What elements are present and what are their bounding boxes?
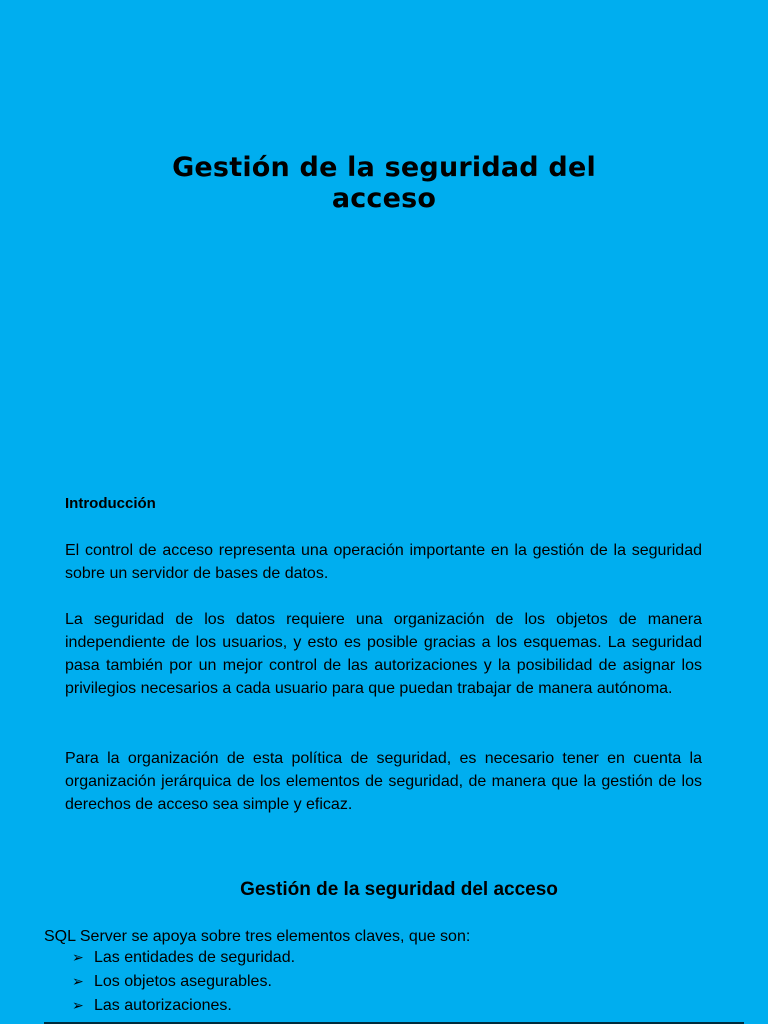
intro-paragraph-2: La seguridad de los datos requiere una organización de los objetos de manera independiente de los usuarios, y esto es posible gracias a los esquemas. La seguridad pasa también por un mejor control de las autorizaciones y la posibilidad de asignar los privilegios necesarios a cada usuario para que puedan trabajar de manera autónoma. [65, 611, 702, 697]
list-item [72, 970, 295, 994]
truncated-text-line [44, 1015, 744, 1024]
arrow-bullet-icon: ➢ [72, 950, 84, 966]
list-item-label: Las autorizaciones. [94, 997, 232, 1014]
intro-paragraph-3: Para la organización de esta política de seguridad, es necesario tener en cuenta la organización jerárquica de los elementos de seguridad, de manera que la gestión de los derechos de acceso sea simple y eficaz. [65, 750, 702, 813]
intro-heading: Introducción [65, 495, 156, 512]
arrow-bullet-icon: ➢ [72, 974, 84, 990]
list-item-label: Las entidades de seguridad. [94, 949, 296, 966]
section-heading: Gestión de la seguridad del acceso [240, 879, 558, 900]
intro-paragraph-1: El control de acceso representa una operación importante en la gestión de la seguridad sobre un servidor de bases de datos. [65, 542, 702, 582]
list-item [72, 946, 295, 970]
lead-text: SQL Server se apoya sobre tres elementos claves, que son: [44, 928, 471, 945]
arrow-bullet-icon: ➢ [72, 998, 84, 1014]
list-item-label: Los objetos asegurables. [94, 973, 272, 990]
key-elements-list [72, 946, 295, 1018]
page-title: Gestión de la seguridad del acceso [172, 152, 596, 214]
